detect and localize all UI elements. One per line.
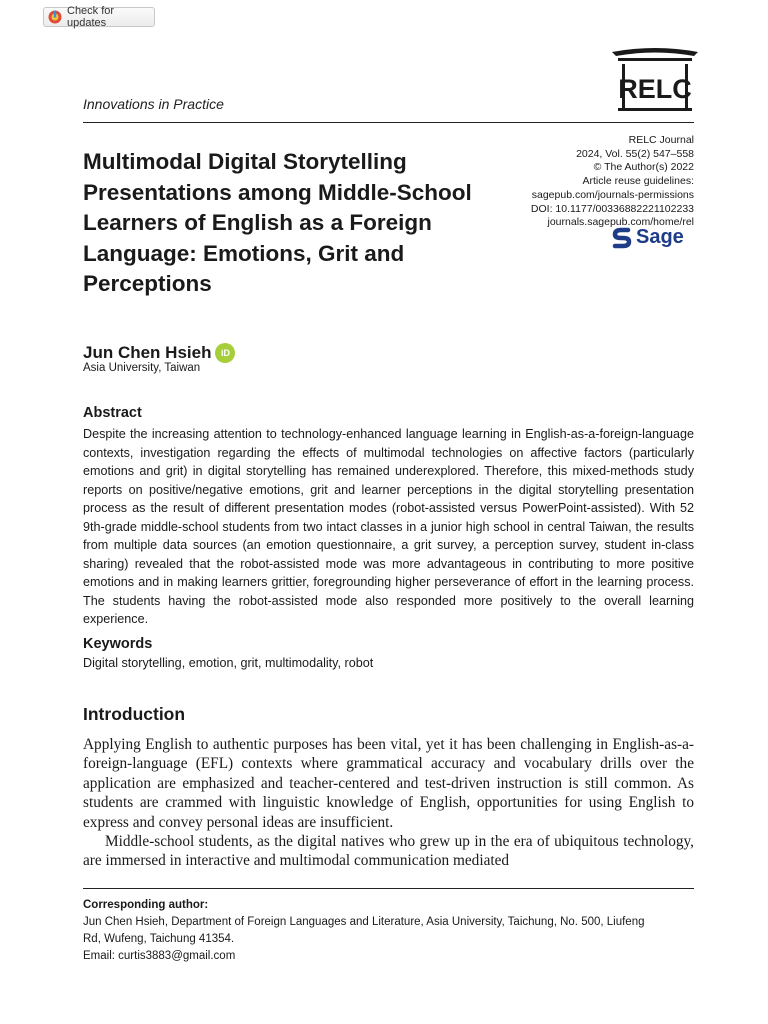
footnote-rule	[83, 888, 694, 889]
introduction-paragraph: Applying English to authentic purposes has been vital, yet it has been challenging in English-as-a-foreign-language (EFL) contexts where grammatical accuracy and vocabulary drills over the application are emphasized and teacher-centered and test-driven instruction is still common. As students are crammed with linguistic knowledge of English, opportunities for using English to express and convey personal ideas are insufficient.	[83, 736, 694, 831]
author-affiliation: Asia University, Taiwan	[83, 362, 201, 374]
crossmark-icon	[48, 10, 62, 24]
journal-homepage-link[interactable]: journals.sagepub.com/home/rel	[547, 216, 694, 229]
doi[interactable]: DOI: 10.1177/00336882221102233	[530, 202, 694, 215]
footnote-line: Rd, Wufeng, Taichung 41354.	[83, 933, 235, 945]
orcid-label: iD	[220, 348, 230, 358]
sage-logo-text: Sage	[636, 226, 684, 248]
journal-volume: 2024, Vol. 55(2) 547–558	[576, 147, 694, 160]
relc-logo-text: RELC	[618, 74, 692, 104]
footnote-email[interactable]: Email: curtis3883@gmail.com	[83, 950, 236, 962]
abstract-heading: Abstract	[83, 405, 142, 421]
keywords-text: Digital storytelling, emotion, grit, multimodality, robot	[83, 656, 374, 670]
keywords-heading: Keywords	[83, 636, 153, 652]
reuse-guidelines-label: Article reuse guidelines:	[582, 175, 694, 188]
check-for-updates-button[interactable]	[43, 7, 155, 27]
check-for-updates-label: Check for updates	[67, 5, 115, 29]
author-name: Jun Chen Hsieh	[83, 343, 212, 362]
introduction-paragraph: Middle-school students, as the digital natives who grew up in the era of ubiquitous technology, are immersed in interactive and multimodal communication mediated	[83, 833, 694, 870]
journal-name: RELC Journal	[628, 134, 694, 146]
footnote-heading: Corresponding author:	[83, 899, 209, 911]
header-rule	[83, 122, 694, 123]
article-type-label: Innovations in Practice	[83, 96, 224, 112]
author-line	[83, 343, 235, 363]
sage-s-icon	[612, 227, 632, 249]
orcid-icon[interactable]	[215, 343, 235, 363]
sage-publisher-logo	[612, 226, 684, 249]
copyright-notice: © The Author(s) 2022	[593, 161, 694, 174]
article-title: Multimodal Digital Storytelling Presentations among Middle-School Learners of English as a Foreign Language: Emotions, Grit and Perceptions	[83, 149, 472, 296]
footnote-line: Jun Chen Hsieh, Department of Foreign Languages and Literature, Asia University, Taichung, No. 500, Liufeng	[83, 916, 645, 928]
introduction-body	[83, 735, 694, 871]
reuse-guidelines-link[interactable]: sagepub.com/journals-permissions	[531, 188, 694, 201]
relc-journal-logo	[610, 46, 700, 114]
journal-metadata	[454, 134, 694, 230]
introduction-heading: Introduction	[83, 704, 186, 724]
corresponding-author-footnote	[83, 897, 694, 965]
abstract-text: Despite the increasing attention to technology-enhanced language learning in English-as-a-foreign-language contexts, investigation regarding the effects of multimodal technologies on affective factors (particularly emotions and grit) in digital storytelling has remained underexplored. Therefore, this mixed-methods study reports on positive/negative emotions, grit and learner perceptions in the digital storytelling presentation process as the result of different presentation modes (robot-assisted versus PowerPoint-assisted). With 52 9th-grade middle-school students from two intact classes in a junior high school in central Taiwan, the results from multiple data sources (an emotion questionnaire, a grit survey, a perception survey, student in-class sharing) revealed that the robot-assisted mode was more advantageous in contributing to more positive emotions and in making learners grittier, foregrounding higher perseverance of effort in the learning process. The students having the robot-assisted mode also responded more positively to the overall learning experience.	[83, 427, 694, 626]
